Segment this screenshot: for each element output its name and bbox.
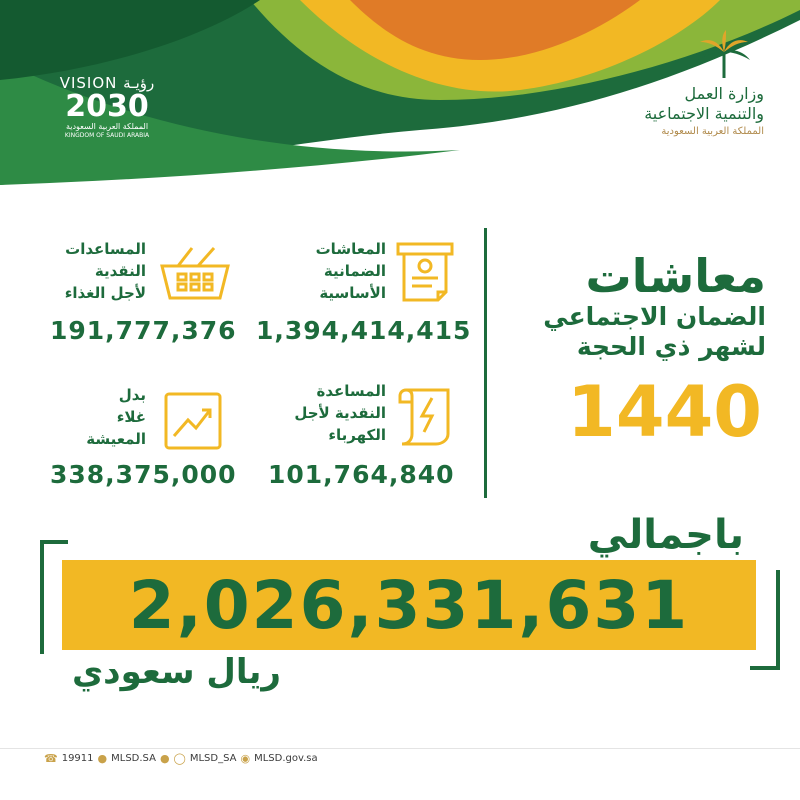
item-food-assistance-amount: 191,777,376 [50,316,237,345]
item-basic-pensions-amount: 1,394,414,415 [256,316,472,345]
item-label-line: بدل [118,386,146,404]
item-label-line: النقدية [94,262,146,280]
item-label-line: المساعدة [316,382,386,400]
ministry-name-line2: والتنمية الاجتماعية [644,104,764,123]
ministry-country: المملكة العربية السعودية [661,126,764,137]
item-label-line: الضمانية [323,262,386,280]
item-label-line: الأساسية [319,284,386,302]
title-line1: معاشات [585,249,766,303]
item-electricity-assistance-amount: 101,764,840 [268,460,455,489]
item-label-line: لأجل الغذاء [64,284,146,302]
vision-2030-logo [52,74,162,140]
total-label: باجمالي [587,512,744,558]
item-basic-pensions-label [290,238,386,304]
chart-up-icon [162,390,224,452]
hijri-year: 1440 [567,371,762,453]
instagram-icon: ◯ [173,752,186,765]
item-cost-of-living-label [46,384,146,450]
footer-instagram[interactable]: MLSD_SA [189,753,237,764]
item-food-assistance-label [46,238,146,304]
item-label-line: غلاء [116,408,146,426]
item-cost-of-living-amount: 338,375,000 [50,460,237,489]
ministry-name-line1: وزارة العمل [684,84,764,103]
electricity-bill-icon [392,384,454,450]
item-electricity-assistance-label [282,380,386,446]
snapchat-icon: ● [97,752,108,765]
footer-web[interactable]: MLSD.gov.sa [254,753,318,764]
item-label-line: المساعدات [65,240,146,258]
currency-label: ريال سعودي [72,652,281,692]
title-line3: لشهر ذي الحجة [576,332,766,361]
globe-icon: ◉ [240,752,251,765]
twitter-icon: ● [159,752,170,765]
footer-divider [0,748,800,749]
footer-phone[interactable]: 19911 [61,753,94,764]
total-amount: 2,026,331,631 [128,567,690,644]
palm-tree-icon [694,30,754,80]
basket-icon [158,242,232,304]
vision-kingdom-en: KINGDOM OF SAUDI ARABIA [64,132,150,139]
phone-icon: ☎ [44,752,58,765]
footer-snapchat[interactable]: MLSD.SA [111,753,156,764]
title-block [466,250,766,362]
document-icon [392,240,458,306]
vision-year: 2030 [65,89,149,124]
item-label-line: المعاشات [315,240,386,258]
item-label-line: النقدية لأجل [294,404,386,422]
item-label-line: المعيشة [86,430,146,448]
item-label-line: الكهرباء [328,426,386,444]
ministry-logo [584,30,764,140]
vision-kingdom-ar: المملكة العربية السعودية [65,122,149,131]
footer-contacts [44,752,318,765]
title-line2: الضمان الاجتماعي [543,302,766,331]
vision-label: VISION رؤيـة [59,74,155,92]
